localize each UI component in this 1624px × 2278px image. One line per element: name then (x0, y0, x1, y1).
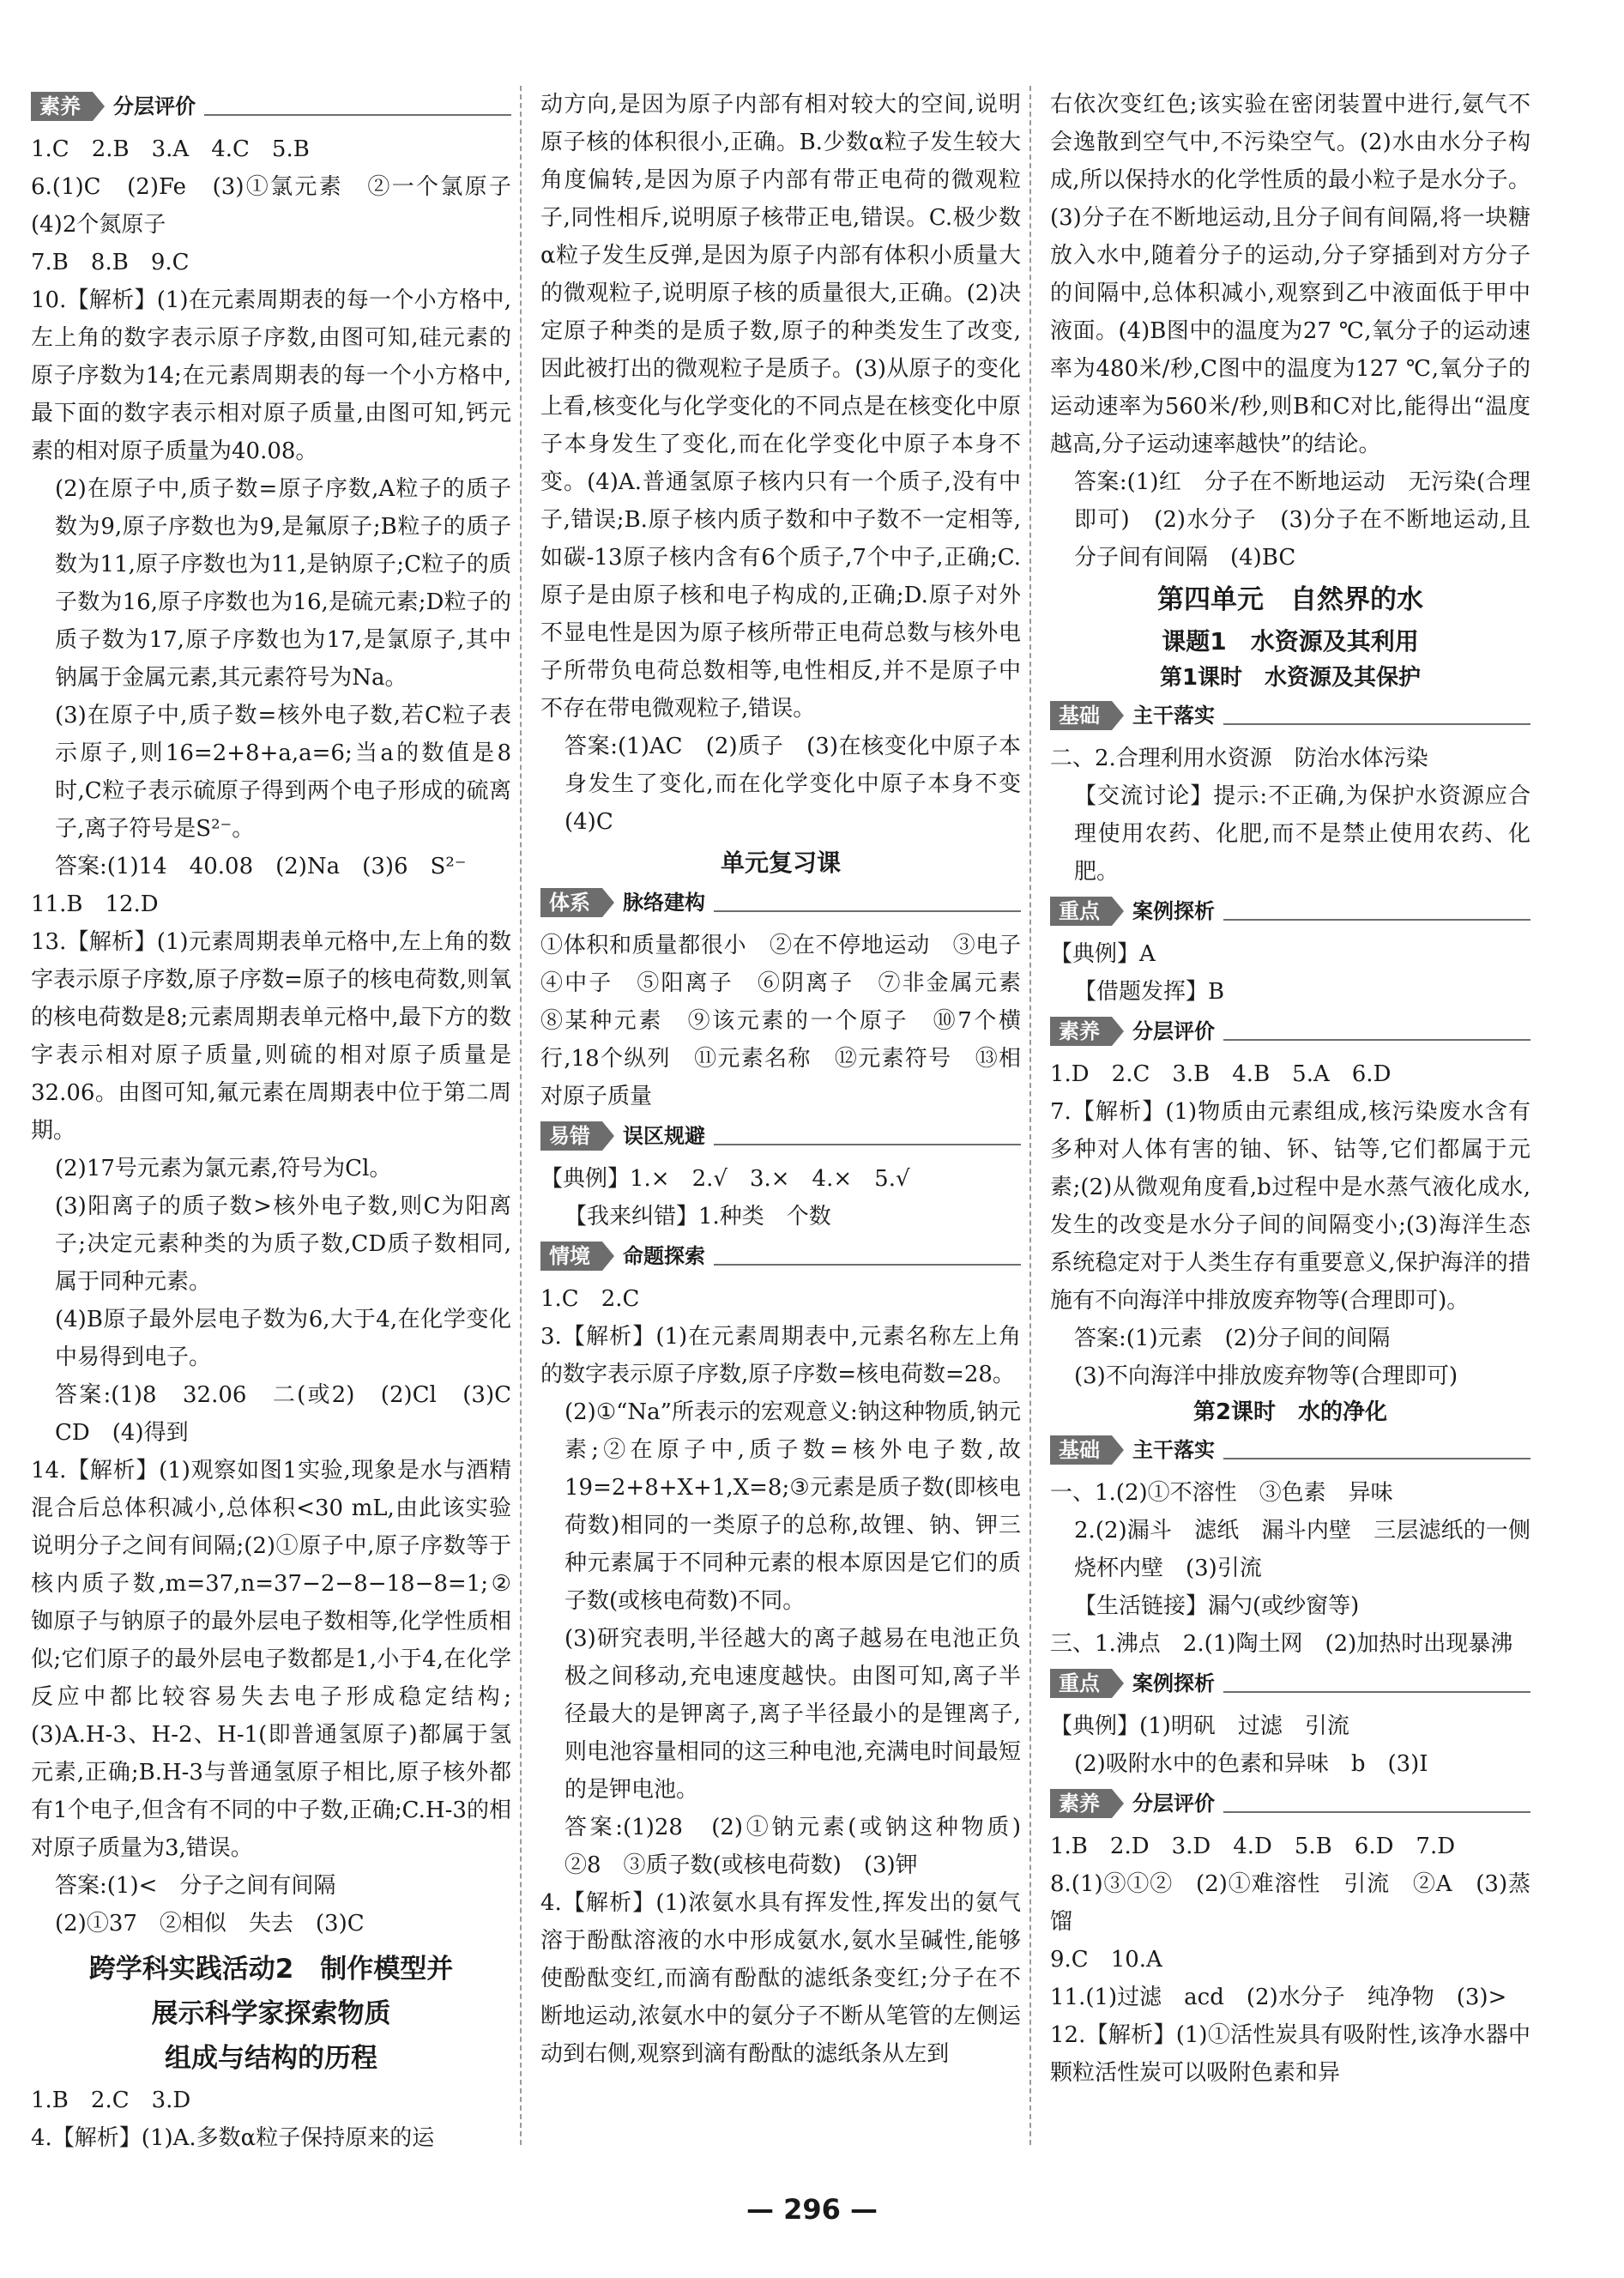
answer-line: (3)在原子中,质子数=核外电子数,若C粒子表示原子,则16=2+8+a,a=6;当a的数值是8时,C粒子表示硫原子得到两个电子形成的硫离子,离子符号是S²⁻。 (55, 703, 511, 842)
answer-line: 右依次变红色;该实验在密闭装置中进行,氨气不会逸散到空气中,不污染空气。(2)水由水分子构成,所以保持水的化学性质的最小粒子是水分子。(3)分子在不断地运动,且分子间有间隔,将一块糖放入水中,随着分子的运动,分子穿插到对方分子的间隔中,总体积减小,观察到乙中液面低于甲中液面。(4)B图中的温度为27 ℃,氧分子的运动速率为480米/秒,C图中的温度为127 ℃,氧分子的运动速率为560米/秒,则B和C对比,能得出“温度越高,分子运动速率越快”的结论。 (1050, 92, 1530, 457)
answer-line: (2)吸附水中的色素和异味 b (3)Ⅰ (1074, 1751, 1428, 1777)
answer-line: 10.【解析】(1)在元素周期表的每一个小方格中,左上角的数字表示原子序数,由图可知,硅元素的原子序数为14;在元素周期表的每一个小方格中,最下面的数字表示相对原子质量,由图可知,钙元素的相对原子质量为40.08。 (31, 287, 511, 464)
answer-line: 1.C 2.C (540, 1286, 640, 1312)
answer-line: 8.(1)③①② (2)①难溶性 引流 ②A (3)蒸馏 (1050, 1871, 1530, 1935)
answer-line: (4)B原子最外层电子数为6,大于4,在化学变化中易得到电子。 (55, 1307, 511, 1370)
answer-line: 1.B 2.D 3.D 4.D 5.B 6.D 7.D (1050, 1834, 1456, 1859)
answer-line: 答案:(1)14 40.08 (2)Na (3)6 S²⁻ (55, 854, 467, 879)
answer-line: (3)研究表明,半径越大的离子越易在电池正负极之间移动,充电速度越快。由图可知,离子半径最大的是钾离子,离子半径最小的是锂离子,则电池容量相同的这三种电池,充满电时间最短的是钾电池。 (564, 1626, 1021, 1803)
lesson-title: 第2课时 水的净化 (1192, 1399, 1388, 1425)
answer-line: 12.【解析】(1)①活性炭具有吸附性,该净水器中颗粒活性炭可以吸附色素和异 (1050, 2022, 1530, 2086)
section-heading: 跨学科实践活动2 制作模型并 展示科学家探索物质 组成与结构的历程 (88, 1954, 454, 2074)
answer-line: 1.B 2.C 3.D (31, 2088, 191, 2113)
section-heading: 单元复习课 (720, 849, 841, 877)
answer-line: (2)①“Na”所表示的宏观意义:钠这种物质,钠元素;②在原子中,质子数=核外电子数,故19=2+8+X+1,X=8;③元素是质子数(即核电荷数)相同的一类原子的总称,故锂、钠、钾三种元素属于不同种元素的根本原因是它们的质子数(或核电荷数)不同。 (564, 1399, 1021, 1614)
answer-line: ①体积和质量都很小 ②在不停地运动 ③电子 ④中子 ⑤阳离子 ⑥阴离子 ⑦非金属元素 ⑧某种元素 ⑨该元素的一个原子 ⑩7个横行,18个纵列 ⑪元素名称 ⑫元素符号 ⑬相对原子质量 (540, 933, 1044, 1109)
section-tag-tixi: 体系 脉络建构 (540, 885, 1021, 920)
section-tag-suyang: 素养 分层评价 (1050, 1014, 1530, 1048)
answer-line: 3.【解析】(1)在元素周期表中,元素名称左上角的数字表示原子序数,原子序数=核电荷数=28。 (540, 1324, 1021, 1387)
answer-line: 11.(1)过滤 acd (2)水分子 纯净物 (3)> (1050, 1985, 1507, 2010)
answer-line: 答案:(1)< 分子之间有间隔 (55, 1873, 336, 1899)
section-tag-jichu: 基础 主干落实 (1050, 698, 1530, 733)
section-tag-qingjing: 情境 命题探索 (540, 1239, 1021, 1273)
answer-line: (2)在原子中,质子数=原子序数,A粒子的质子数为9,原子序数也为9,是氟原子;B粒子的质子数为11,原子序数也为11,是钠原子;C粒子的质子数为16,原子序数也为16,是硫元素;D粒子的质子数为17,原子序数也为17,是氯原子,其中钠属于金属元素,其元素符号为Na。 (55, 476, 511, 691)
answer-line: 1.D 2.C 3.B 4.B 5.A 6.D (1050, 1061, 1392, 1087)
topic-title: 课题1 水资源及其利用 (1162, 627, 1419, 656)
answer-line: (2)①37 ②相似 失去 (3)C (55, 1911, 365, 1937)
answer-line: (3)不向海洋中排放废弃物等(合理即可) (1074, 1363, 1458, 1389)
answer-line: 答案:(1)8 32.06 二(或2) (2)Cl (3)C CD (4)得到 (55, 1382, 534, 1446)
section-tag-zhongdian: 重点 案例探析 (1050, 894, 1530, 928)
section-tag-jichu: 基础 主干落实 (1050, 1433, 1530, 1467)
answer-line: 【交流讨论】提示:不正确,为保护水资源应合理使用农药、化肥,而不是禁止使用农药、化肥。 (1074, 783, 1530, 885)
answer-line: 1.C 2.B 3.A 4.C 5.B (31, 136, 310, 162)
answer-line: 一、1.(2)①不溶性 ③色素 异味 (1050, 1480, 1393, 1506)
section-tag-suyang: 素养 分层评价 (31, 89, 511, 124)
column-left (31, 86, 534, 2157)
answer-line: 三、1.沸点 2.(1)陶土网 (2)加热时出现暴沸 (1050, 1631, 1513, 1657)
answer-line: 【典例】1.× 2.√ 3.× 4.× 5.√ (540, 1166, 910, 1192)
answer-line: 【我来纠错】1.种类 个数 (564, 1204, 831, 1230)
answer-line: 【借题发挥】B (1074, 979, 1225, 1005)
answer-line: 【典例】(1)明矾 过滤 引流 (1050, 1713, 1349, 1739)
answer-line: 4.【解析】(1)A.多数α粒子保持原来的运 (31, 2125, 435, 2151)
answer-line: 7.【解析】(1)物质由元素组成,核污染废水含有多种对人体有害的铀、钚、钴等,它们都属于元素;(2)从微观角度看,b过程中是水蒸气液化成水,发生的改变是水分子间的间隔变小;(3)海洋生态系统稳定对于人类生存有重要意义,保护海洋的措施有不向海洋中排放废弃物等(合理即可)。 (1050, 1099, 1530, 1314)
answer-line: 【典例】A (1050, 941, 1156, 967)
answer-block (31, 130, 534, 1943)
answer-line: 答案:(1)元素 (2)分子间的间隔 (1074, 1326, 1391, 1351)
answer-line: 2.(2)漏斗 滤纸 漏斗内壁 三层滤纸的一侧 烧杯内壁 (3)引流 (1074, 1518, 1554, 1581)
section-tag-zhongdian: 重点 案例探析 (1050, 1666, 1530, 1701)
answer-line: 14.【解析】(1)观察如图1实验,现象是水与酒精混合后总体积减小,总体积<30 mL,由此该实验说明分子之间有间隔;(2)①原子中,原子序数等于核内质子数,m=37,n=37−2−8−18−8=1;②铷原子与钠原子的最外层电子数相等,化学性质相似;它们原子的最外层电子数都是1,小于4,在化学反应中都比较容易失去电子形成稳定结构;(3)A.H-3、H-2、H-1(即普通氢原子)都属于氢元素,正确;B.H-3与普通氢原子相比,原子核外都有1个电子,但含有不同的中子数,正确;C.H-3的相对原子质量为3,错误。 (31, 1458, 511, 1861)
answer-line: 4.【解析】(1)浓氨水具有挥发性,挥发出的氨气溶于酚酞溶液的水中形成氨水,氨水呈碱性,能够使酚酞变红,而滴有酚酞的滤纸条变红;分子在不断地运动,浓氨水中的氨分子不断从笔管的左侧运动到右侧,观察到滴有酚酞的滤纸条从左到 (540, 1890, 1021, 2067)
answer-line: 【生活链接】漏勺(或纱窗等) (1074, 1593, 1360, 1619)
answer-line: 答案:(1)AC (2)质子 (3)在核变化中原子本身发生了变化,而在化学变化中原子本身不变 (4)C (564, 734, 1044, 835)
answer-line: 6.(1)C (2)Fe (3)①氯元素 ②一个氯原子 (4)2个氮原子 (31, 174, 534, 238)
unit-title: 第四单元 自然界的水 (1157, 584, 1423, 615)
answer-line: 答案:(1)红 分子在不断地运动 无污染(合理即可) (2)水分子 (3)分子在不断地运动,且分子间有间隔 (4)BC (1074, 469, 1530, 571)
answer-line: 答案:(1)28 (2)①钠元素(或钠这种物质) ②8 ③质子数(或核电荷数) (3)钾 (564, 1815, 1044, 1878)
section-tag-yicuo: 易错 误区规避 (540, 1119, 1021, 1153)
section-tag-suyang: 素养 分层评价 (1050, 1786, 1530, 1821)
column-right (1050, 86, 1554, 2092)
answer-line: 动方向,是因为原子内部有相对较大的空间,说明原子核的体积很小,正确。B.少数α粒子发生较大角度偏转,是因为原子内部有带正电荷的微观粒子,同性相斥,说明原子核带正电,错误。C.极少数α粒子发生反弹,是因为原子内部有体积小质量大的微观粒子,说明原子核的质量很大,正确。(2)决定原子种类的是质子数,原子的种类发生了改变,因此被打出的微观粒子是质子。(3)从原子的变化上看,核变化与化学变化的不同点是在核变化中原子本身发生了变化,而在化学变化中原子本身不变。(4)A.普通氢原子核内只有一个质子,没有中子,错误;B.原子核内质子数和中子数不一定相等,如碳-13原子核内含有6个质子,7个中子,正确;C.原子是由原子核和电子构成的,正确;D.原子对外不显电性是因为原子核所带正电荷总数与核外电子所带负电荷总数相等,电性相反,并不是原子中不存在带电微观粒子,错误。 (540, 92, 1021, 722)
page-number: — 296 — (746, 2193, 878, 2226)
answer-line: 9.C 10.A (1050, 1947, 1162, 1973)
answer-line: (3)阳离子的质子数>核外电子数,则C为阳离子;决定元素种类的为质子数,CD质子数相同,属于同种元素。 (55, 1193, 511, 1295)
column-middle (540, 86, 1044, 2073)
lesson-title: 第1课时 水资源及其保护 (1159, 665, 1422, 691)
column-divider-left (520, 86, 522, 2145)
answer-line: 11.B 12.D (31, 891, 159, 917)
answer-line: (2)17号元素为氯元素,符号为Cl。 (55, 1156, 392, 1181)
answer-line: 二、2.合理利用水资源 防治水体污染 (1050, 746, 1428, 771)
answer-line: 13.【解析】(1)元素周期表单元格中,左上角的数字表示原子序数,原子序数=原子的核电荷数,则氧的核电荷数是8;元素周期表单元格中,最下方的数字表示相对原子质量,则硫的相对原子质量是32.06。由图可知,氟元素在周期表中位于第二周期。 (31, 929, 511, 1144)
answer-line: 7.B 8.B 9.C (31, 250, 190, 275)
